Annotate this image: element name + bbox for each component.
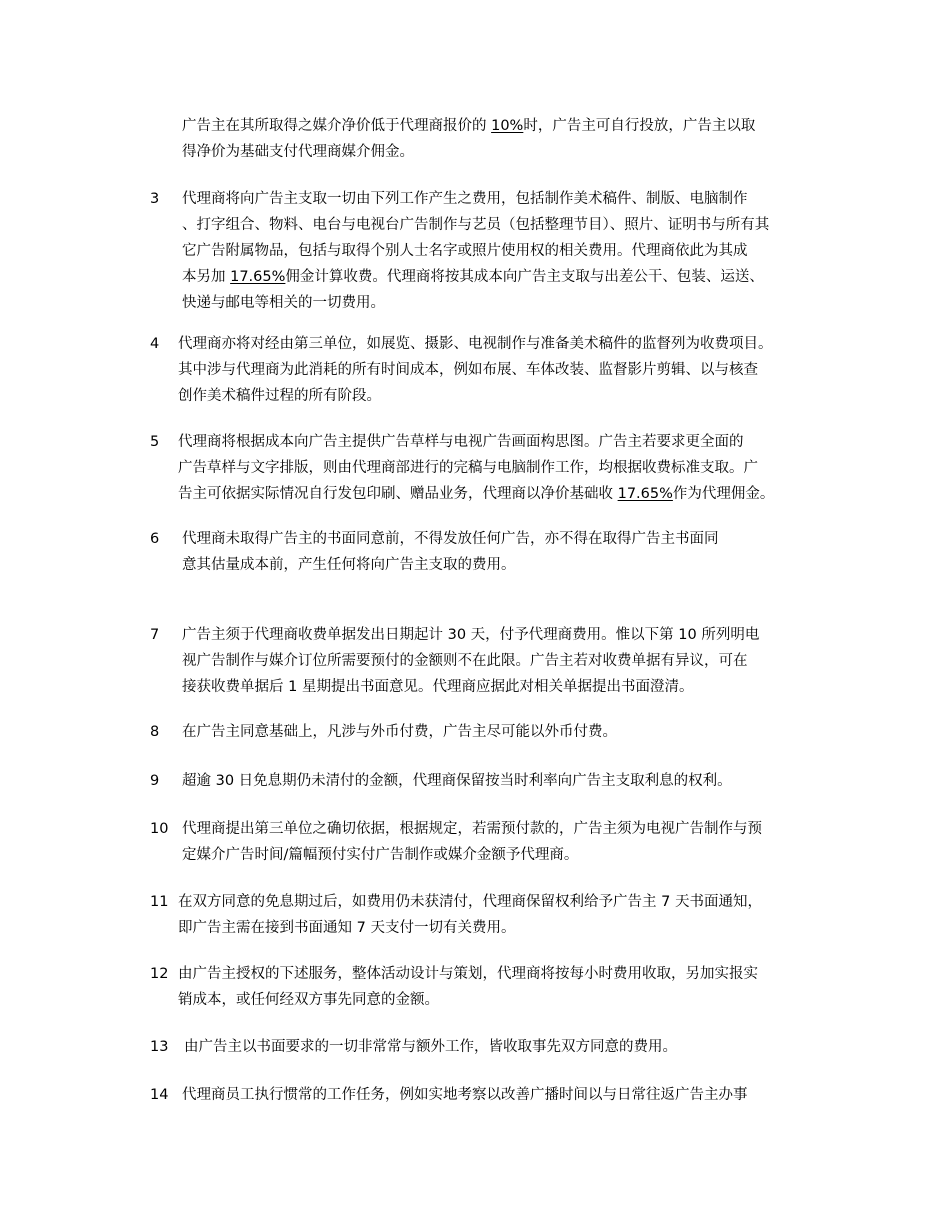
line-text: 由广告主授权的下述服务，整体活动设计与策划，代理商将按每小时费用收取，另加实报实	[178, 966, 758, 982]
paragraph-number: 12	[150, 966, 169, 982]
line-text: 在广告主同意基础上，凡涉与外币付费，广告主尽可能以外币付费。	[182, 724, 617, 740]
paragraph-line	[182, 1082, 748, 1108]
paragraph-number: 13	[150, 1039, 169, 1055]
line-text: 代理商提出第三单位之确切依据，根据规定，若需预付款的，广告主须为电视广告制作与预	[182, 821, 762, 837]
line-text: 得净价为基础支付代理商媒介佣金。	[182, 144, 414, 160]
line-text: 广告主须于代理商收费单据发出日期起计 30 天，付予代理商费用。惟以下第 10 所列明电	[182, 627, 760, 643]
paragraph-number: 4	[150, 336, 160, 352]
paragraph-line	[178, 889, 762, 915]
line-text: 在双方同意的免息期过后，如费用仍未获清付，代理商保留权利给予广告主 7 天书面通知，	[178, 894, 762, 910]
line-text: 代理商未取得广告主的书面同意前，不得发放任何广告，亦不得在取得广告主书面同	[182, 531, 719, 547]
line-text: 即广告主需在接到书面通知 7 天支付一切有关费用。	[178, 920, 516, 936]
paragraph-line	[178, 481, 774, 507]
line-text: 视广告制作与媒介订位所需要预付的金额则不在此限。广告主若对收费单据有异议，可在	[182, 653, 748, 669]
line-text: 广告草样与文字排版，则由代理商部进行的完稿与电脑制作工作，均根据收费标准支取。广	[178, 460, 758, 476]
paragraph-line	[178, 915, 515, 941]
paragraph-line	[182, 622, 759, 648]
paragraph-line	[182, 290, 385, 316]
paragraph-line	[178, 987, 439, 1013]
line-text: 超逾 30 日免息期仍未清付的金额，代理商保留按当时利率向广告主支取利息的权利。	[182, 773, 732, 789]
line-text: 代理商员工执行惯常的工作任务，例如实地考察以改善广播时间以与日常往返广告主办事	[182, 1087, 748, 1103]
paragraph-line	[182, 113, 755, 139]
line-text: 、打字组合、物料、电台与电视台广告制作与艺员（包括整理节目）、照片、证明书与所有其	[182, 217, 770, 233]
paragraph-line	[182, 238, 748, 264]
line-text: 佣金计算收费。代理商将按其成本向广告主支取与出差公干、包装、运送、	[285, 269, 764, 285]
paragraph-number: 9	[150, 773, 160, 789]
line-text: 广告主在其所取得之媒介净价低于代理商报价的	[182, 118, 492, 134]
paragraph-number: 3	[150, 191, 160, 207]
paragraph-line	[178, 357, 758, 383]
paragraph-line	[182, 674, 693, 700]
line-text: 其中涉与代理商为此消耗的所有时间成本，例如布展、车体改装、监督影片剪辑、以与核查	[178, 362, 758, 378]
paragraph-line	[182, 526, 719, 552]
paragraph-line	[182, 768, 732, 794]
paragraph-number: 10	[150, 821, 169, 837]
paragraph-number: 11	[150, 894, 169, 910]
paragraph-line	[182, 552, 516, 578]
paragraph-line	[182, 842, 578, 868]
paragraph-number: 7	[150, 627, 160, 643]
paragraph-line	[178, 961, 758, 987]
paragraph-line	[182, 719, 617, 745]
line-text: 它广告附属物品，包括与取得个别人士名字或照片使用权的相关费用。代理商依此为其成	[182, 243, 748, 259]
paragraph-line	[178, 429, 744, 455]
paragraph-line	[178, 383, 381, 409]
paragraph-line	[182, 186, 748, 212]
percentage-value: 17.65%	[230, 269, 286, 285]
line-text: 时，广告主可自行投放，广告主以取	[523, 118, 756, 134]
line-text: 作为代理佣金。	[672, 486, 775, 502]
line-text: 快递与邮电等相关的一切费用。	[182, 295, 385, 311]
line-text: 代理商亦将对经由第三单位，如展览、摄影、电视制作与准备美术稿件的监督列为收费项目。	[178, 336, 773, 352]
paragraph-line	[178, 331, 773, 357]
line-text: 代理商将根据成本向广告主提供广告草样与电视广告画面构思图。广告主若要求更全面的	[178, 434, 744, 450]
paragraph-number: 8	[150, 724, 160, 740]
paragraph-line	[182, 264, 764, 290]
paragraph-number: 6	[150, 531, 160, 547]
line-text: 销成本，或任何经双方事先同意的金额。	[178, 992, 439, 1008]
percentage-value: 10%	[491, 118, 524, 134]
line-text: 本另加	[182, 269, 231, 285]
line-text: 由广告主以书面要求的一切非常常与额外工作，皆收取事先双方同意的费用。	[184, 1039, 677, 1055]
paragraph-number: 14	[150, 1087, 169, 1103]
paragraph-line	[182, 139, 414, 165]
paragraph-line	[182, 212, 769, 238]
line-text: 定媒介广告时间/篇幅预付实付广告制作或媒介金额予代理商。	[182, 847, 579, 863]
percentage-value: 17.65%	[617, 486, 673, 502]
paragraph-line	[182, 648, 748, 674]
paragraph-line	[178, 455, 758, 481]
line-text: 意其估量成本前，产生任何将向广告主支取的费用。	[182, 557, 516, 573]
paragraph-line	[184, 1034, 677, 1060]
paragraph-line	[182, 816, 762, 842]
line-text: 告主可依据实际情况自行发包印刷、赠品业务，代理商以净价基础收	[178, 486, 618, 502]
paragraph-number: 5	[150, 434, 160, 450]
line-text: 创作美术稿件过程的所有阶段。	[178, 388, 381, 404]
line-text: 代理商将向广告主支取一切由下列工作产生之费用，包括制作美术稿件、制版、电脑制作	[182, 191, 748, 207]
line-text: 接获收费单据后 1 星期提出书面意见。代理商应据此对相关单据提出书面澄清。	[182, 679, 694, 695]
